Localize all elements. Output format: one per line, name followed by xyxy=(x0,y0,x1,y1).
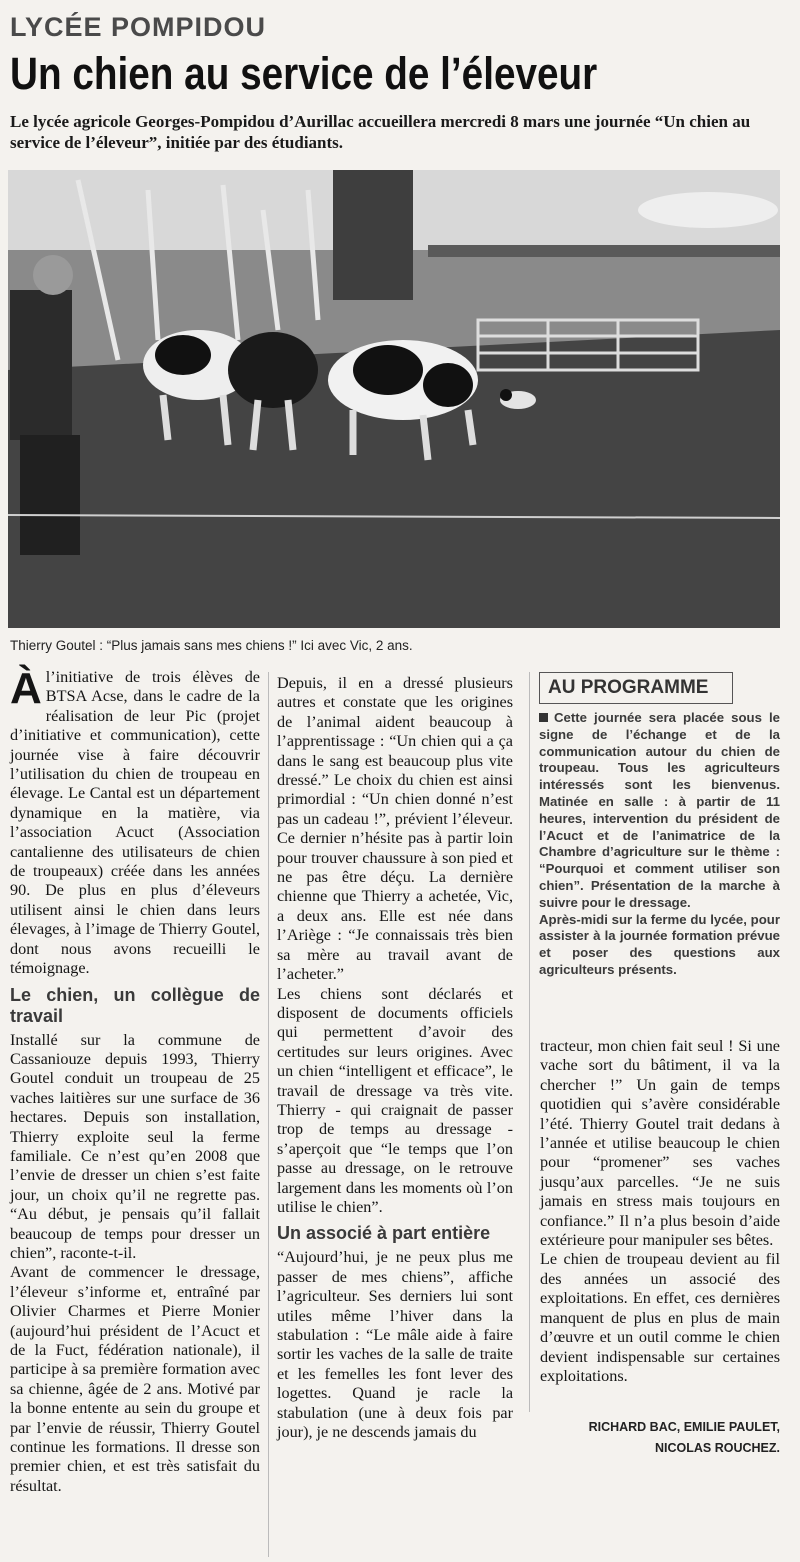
photo-caption: Thierry Goutel : “Plus jamais sans mes chiens !” Ici avec Vic, 2 ans. xyxy=(10,638,413,653)
farm-scene-illustration xyxy=(8,170,780,628)
sidebar-paragraph: Cette journée sera placée sous le signe de l’échange et de la communication autour du chien de troupeau. Tous les agriculteurs intéressés sont les bienvenus. Matinée en salle : à partir de 11 heures, intervention du président de l’Acuct et de l’animatrice de la Chambre d’agriculture sur le thème : “Pourquoi et comment utiliser son chien”. Présentation de la marche à suivre pour le dressage. xyxy=(539,710,780,910)
column-divider xyxy=(268,672,269,1557)
subheading: Un associé à part entière xyxy=(277,1223,491,1244)
sidebar-box-body xyxy=(539,710,780,979)
column-divider xyxy=(529,672,530,1412)
sidebar-paragraph: Après-midi sur la ferme du lycée, pour assister à la journée formation prévue et poser des questions aux agriculteurs présents. xyxy=(539,911,780,977)
article-column-3 xyxy=(540,1037,780,1386)
paragraph: Le chien de troupeau devient au fil des années un associé des exploitations. En effet, ces dernières manquent de plus en plus de main d’œuvre et un outil comme le chien devient indispensable sur certaines exploitations. xyxy=(540,1250,780,1385)
article-lead: Le lycée agricole Georges-Pompidou d’Aurillac accueillera mercredi 8 mars une journée “Un chien au service de l’éleveur”, initiée par des étudiants. xyxy=(10,112,751,152)
paragraph xyxy=(10,664,260,979)
paragraph: Avant de commencer le dressage, l’éleveur s’informe et, entraîné par Olivier Charmes et Pierre Monier (aujourd’hui président de l’Acuct et de la Fuct, fédération nationale), il participe à sa première formation avec sa chienne, âgée de 2 ans. Motivé par la bonne entente au sein du groupe et par l’envie de réussir, Thierry Goutel continue les formations. Il dresse son premier chien, et est très satisfait du résultat. xyxy=(10,1263,260,1495)
paragraph: “Aujourd’hui, je ne peux plus me passer de mes chiens”, affiche l’agriculteur. Ses derniers lui sont utiles même l’hiver dans la stabulation : “Le mâle aide à faire sortir les vaches de la salle de traite et les femelles les font lever des logettes. Quand je racle la stabulation (une à deux fois par jour), je ne descends jamais du xyxy=(277,1248,513,1442)
sidebar-box-title: AU PROGRAMME xyxy=(539,672,733,704)
paragraph: Installé sur la commune de Cassaniouze depuis 1993, Thierry Goutel conduit un troupeau de 25 vaches laitières sur une surface de 36 hectares. Depuis son installation, Thierry exploite seul la ferme familiale. Ce n’est qu’en 2008 que l’envie de dresser un chien s’est faite jour, un choix qu’il ne regrette pas. “Au début, je pensais qu’il fallait beaucoup de temps pour dresser un chien”, raconte-t-il. xyxy=(10,1030,260,1262)
author-credit xyxy=(560,1417,780,1459)
article-headline: Un chien au service de l’éleveur xyxy=(10,48,598,99)
credit-line: NICOLAS ROUCHEZ. xyxy=(655,1441,780,1455)
article-column-2 xyxy=(277,674,513,1442)
article-column-1 xyxy=(10,664,260,1496)
paragraph-text: l’initiative de trois élèves de BTSA Acse, dans le cadre de la réalisation de leur Pic (projet d’initiative et communication), cette journée vise à faire découvrir l’utilisation du chien de troupeau en élevage. Le Cantal est un département dynamique en la matière, via l’association Acuct (Association cantalienne des utilisateurs de chien de troupeaux) créée dans les années 90. De plus en plus d’éleveurs utilisent ainsi le chien dans leurs élevages, à l’image de Thierry Goutel, dont nous avons recueilli le témoignage. xyxy=(10,668,260,978)
paragraph: Depuis, il en a dressé plusieurs autres et constate que les origines de l’animal aident beaucoup à l’apprentissage : “Un chien qui a ça dans le sang est beaucoup plus vite dressé.” Le choix du chien est ainsi primordial : “Un chien donné n’est pas un cadeau !”, prévient l’éleveur. Ce dernier n’hésite pas à partir loin pour trouver chaussure à son pied et ne pas être déçu. La dernière chienne que Thierry a achetée, Vic, a deux ans. Elle est née dans l’Ariège : “Je connaissais très bien sa mère au travail avant de l’acheter.” xyxy=(277,674,513,984)
drop-cap: À xyxy=(10,664,42,713)
paragraph: tracteur, mon chien fait seul ! Si une vache sort du bâtiment, il va la chercher !” Un gain de temps quotidien qui s’avère considérable l’été. Thierry Goutel trait dedans à l’année et utilise beaucoup le chien pour “promener” ses vaches jusqu’aux parcelles. “Je ne suis jamais en stress mais toujours en confiance.” Il n’a plus besoin d’aide extérieure pour manipuler ses bêtes. xyxy=(540,1037,780,1250)
subheading: Le chien, un collègue de travail xyxy=(10,984,260,1026)
bullet-square-icon xyxy=(539,713,548,722)
paragraph: Les chiens sont déclarés et disposent de documents officiels qui permettent d’avoir des certitudes sur leurs origines. Avec un chien “intelligent et efficace”, le travail de dressage va très vite. Thierry - qui craignait de passer trop de temps au dressage - s’aperçoit que “le temps que l’on passe au dressage, on le retrouve largement dans les moments où l’on utilise le chien”. xyxy=(277,984,513,1216)
credit-line: RICHARD BAC, EMILIE PAULET, xyxy=(588,1420,780,1434)
section-kicker: LYCÉE POMPIDOU xyxy=(10,12,267,42)
article-photo xyxy=(8,170,780,628)
